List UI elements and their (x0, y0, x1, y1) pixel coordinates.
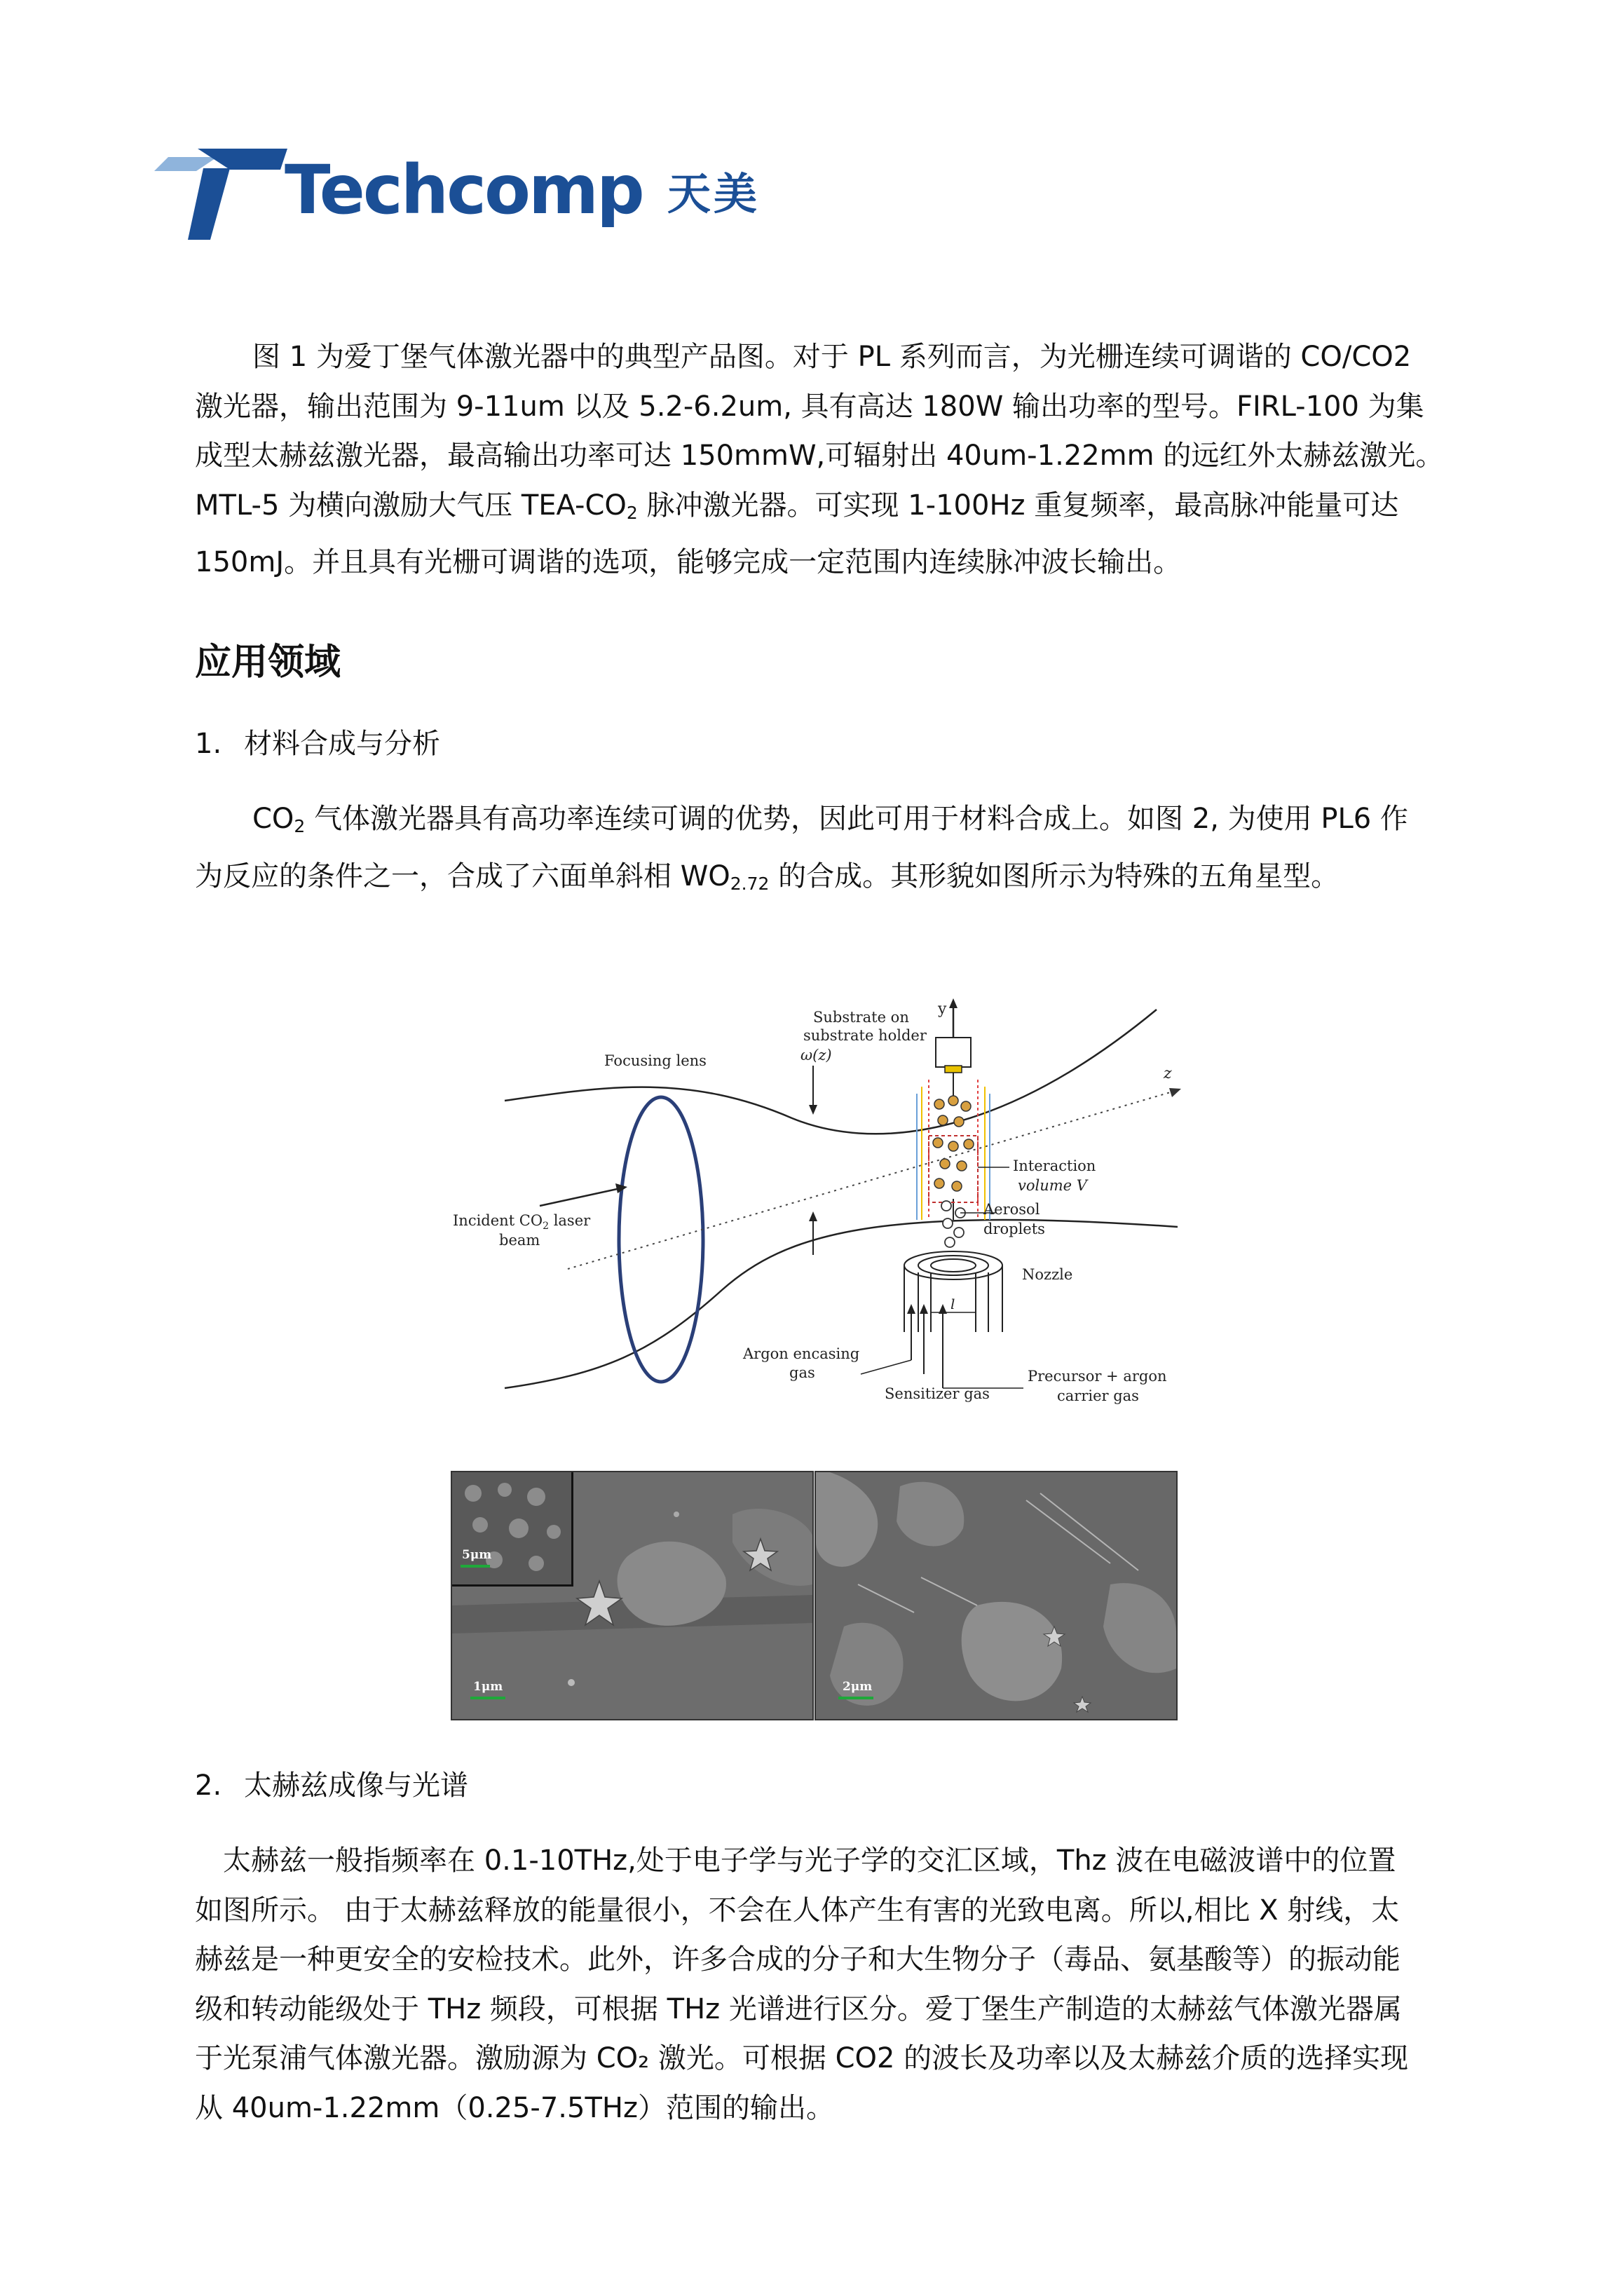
item2-paragraph (195, 1836, 1450, 2133)
section-heading: 应用领域 (195, 641, 341, 684)
sem-inset (452, 1472, 573, 1587)
sem-inset-texture (452, 1472, 571, 1584)
item1-line-2-b: 的合成。其形貌如图所示为特殊的五角星型。 (769, 860, 1340, 892)
label-precursor-1: Precursor + argon (1028, 1368, 1167, 1385)
intro-line-4-a: MTL-5 为横向激励大气压 TEA-CO (195, 489, 627, 522)
sem-inset-scale-bar (461, 1565, 490, 1568)
item1-line-1 (195, 794, 1450, 852)
list-item-2-title: 太赫兹成像与光谱 (244, 1769, 468, 1802)
label-incident-beam-1 (453, 1212, 591, 1232)
list-item-2 (195, 1761, 468, 1810)
label-incident-sub: 2 (543, 1221, 550, 1232)
logo-brand-cn-text: 天美 (667, 168, 761, 219)
item1-line-2-a: 为反应的条件之一，合成了六面单斜相 WO (195, 860, 730, 892)
list-item-2-number: 2. (195, 1769, 222, 1802)
label-focusing-lens: Focusing lens (604, 1052, 707, 1069)
focusing-lens-shape (619, 1097, 703, 1382)
intro-line-5: 150mJ。并且具有光栅可调谐的选项，能够完成一定范围内连续脉冲波长输出。 (195, 546, 1182, 578)
label-z-axis: z (1164, 1065, 1172, 1082)
list-item-1-title: 材料合成与分析 (244, 728, 440, 760)
item1-line-2 (195, 852, 1450, 909)
label-argon-2: gas (789, 1364, 815, 1381)
laser-pyrolysis-diagram (421, 996, 1192, 1430)
item1-line-2-sub: 2.72 (730, 873, 770, 894)
label-substrate-1: Substrate on (813, 1009, 909, 1026)
label-incident-a: Incident CO (453, 1212, 543, 1229)
label-omega: ω(z) (800, 1047, 832, 1064)
label-aerosol-2: droplets (983, 1221, 1045, 1237)
intro-line-4-b: 脉冲激光器。可实现 1-100Hz 重复频率，最高脉冲能量可达 (637, 489, 1399, 522)
intro-line-4-sub: 2 (626, 502, 638, 523)
item2-line-2: 如图所示。 由于太赫兹释放的能量很小，不会在人体产生有害的光致电离。所以,相比 X 射线，太 (195, 1894, 1400, 1927)
intro-line-2: 激光器，输出范围为 9-11um 以及 5.2-6.2um, 具有高达 180W 输出功率的型号。FIRL-100 为集 (195, 390, 1424, 423)
label-incident-beam-2: beam (499, 1232, 540, 1249)
intro-line-3: 成型太赫兹激光器，最高输出功率可达 150mmW,可辐射出 40um-1.22mm 的远红外太赫兹激光。 (195, 440, 1444, 472)
item1-line-1-a: CO (252, 803, 294, 835)
sem-right-scale-bar (838, 1697, 873, 1699)
list-item-1-number: 1. (195, 728, 222, 760)
item2-line-1: 太赫兹一般指频率在 0.1-10THz,处于电子学与光子学的交汇区域，Thz 波在电磁波谱中的位置 (223, 1845, 1396, 1877)
label-incident-b: laser (549, 1212, 591, 1229)
item2-line-3: 赫兹是一种更安全的安检技术。此外，许多合成的分子和大生物分子（毒品、氨基酸等）的振动能 (195, 1943, 1400, 1976)
item1-line-1-b: 气体激光器具有高功率连续可调的优势，因此可用于材料合成上。如图 2, 为使用 PL6 作 (305, 803, 1408, 835)
label-argon-1: Argon encasing (743, 1345, 860, 1362)
item2-line-5: 于光泵浦气体激光器。激励源为 CO₂ 激光。可根据 CO2 的波长及功率以及太赫兹介质的选择实现 (195, 2042, 1409, 2074)
label-interaction-1: Interaction (1013, 1157, 1096, 1174)
item1-paragraph (195, 794, 1450, 909)
label-precursor-2: carrier gas (1057, 1387, 1139, 1404)
label-substrate-2: substrate holder (803, 1027, 927, 1044)
label-sensitizer: Sensitizer gas (885, 1385, 990, 1402)
techcomp-t-mark-icon (154, 149, 287, 240)
nozzle-shape (904, 1251, 1002, 1332)
sem-image-right (815, 1471, 1178, 1720)
label-aerosol-1: Aerosol (983, 1201, 1040, 1218)
item1-line-1-sub: 2 (294, 816, 306, 836)
logo-brand-text: Techcomp (285, 151, 643, 229)
label-y-axis: y (938, 1000, 947, 1018)
label-interaction-2: volume V (1018, 1177, 1087, 1194)
label-l: l (950, 1296, 955, 1312)
sem-right-scale-label: 2μm (843, 1680, 873, 1694)
sem-left-scale-bar (470, 1697, 505, 1699)
techcomp-logo (154, 149, 771, 240)
list-item-1 (195, 719, 440, 768)
sem-left-scale-label: 1μm (473, 1680, 503, 1694)
sem-inset-scale-label: 5μm (462, 1548, 492, 1562)
intro-line-1: 图 1 为爱丁堡气体激光器中的典型产品图。对于 PL 系列而言，为光栅连续可调谐的 CO/CO2 (252, 341, 1412, 373)
item2-line-4: 级和转动能级处于 THz 频段，可根据 THz 光谱进行区分。爱丁堡生产制造的太赫兹气体激光器属 (195, 1992, 1402, 2025)
sem-image-left (451, 1471, 814, 1720)
intro-paragraph (195, 332, 1450, 587)
intro-line-4 (195, 481, 1450, 538)
label-nozzle: Nozzle (1022, 1266, 1073, 1283)
item2-line-6: 从 40um-1.22mm（0.25-7.5THz）范围的输出。 (195, 2091, 834, 2124)
